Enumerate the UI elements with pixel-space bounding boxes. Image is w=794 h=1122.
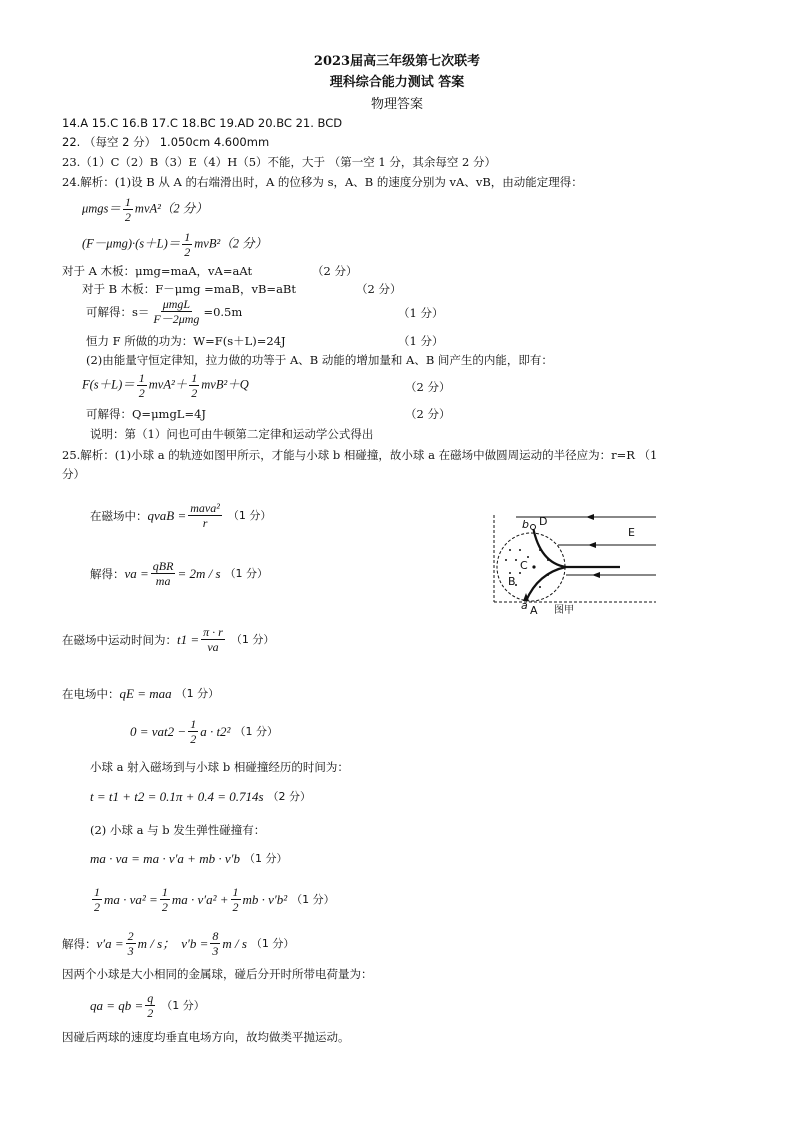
q24-work: 恒力 F 所做的功为：W=F(s＋L)=24J [86, 334, 286, 348]
half-fraction: $\frac{1}{2}$ [232, 885, 239, 914]
q25-velocity-fraction: $\frac{\text{qBR}}{ma}$ [152, 559, 174, 588]
q25-result-eq: 解得： v′a = $\frac{2}{3}$ m / s； v′b = $\frac{8}{3}$ m / s （1 分） [62, 929, 295, 958]
q24-q-solve: 可解得：Q=μmgL=4J [86, 407, 207, 421]
label-B: B [508, 575, 516, 588]
q25-intro: 25.解析：(1)小球 a 的轨迹如图甲所示，才能与小球 b 相碰撞，故小球 a 在磁场中做圆周运动的半径应为：r=R （1 [62, 448, 658, 462]
q25-total-label: 小球 a 射入磁场到与小球 b 相碰撞经历的时间为： [90, 760, 349, 774]
q25-kinematic-eq: 0 = vat2 − $\frac{1}{2}$ a · t2² （1 分） [130, 717, 278, 746]
q25-time-fraction: $\frac{\pi \cdot r}{va}$ [203, 625, 223, 654]
q24-plank-b-mark: （2 分） [356, 282, 402, 296]
half-fraction: $\frac{1}{2}$ [161, 885, 168, 914]
q24-eq1-left: μmgs＝ [82, 201, 121, 216]
exam-title: 2023届高三年级第七次联考 [313, 54, 481, 69]
q25-magnetic-eq: 在磁场中： qvaB = $\frac{\text{mava²}}{r}$ （1 分） [90, 501, 272, 530]
q25-va-fraction: $\frac{2}{3}$ [127, 929, 134, 958]
q25-charge-eq: qa = qb = $\frac{q}{2}$ （1 分） [90, 991, 205, 1020]
q24-eq2 [82, 231, 267, 258]
q24-eq1-right: mvA²（2 分） [134, 201, 208, 216]
q24-work-mark: （1 分） [398, 334, 444, 348]
label-a: a [521, 599, 528, 612]
label-A: A [530, 604, 538, 617]
q24-solve-mark: （1 分） [398, 306, 444, 320]
label-E: E [628, 526, 635, 539]
half-fraction: $\frac{1}{2}$ [191, 371, 198, 400]
half-fraction: $\frac{1}{2}$ [94, 885, 100, 914]
q25-magnetic-fraction: $\frac{\text{mava²}}{r}$ [190, 501, 220, 530]
q24-note: 说明：第（1）问也可由牛顿第二定律和运动学公式得出 [90, 427, 374, 441]
q25-conclusion: 因碰后两球的速度均垂直电场方向，故均做类平抛运动。 [62, 1030, 350, 1044]
half-fraction: $\frac{1}{2}$ [138, 371, 145, 400]
ball-b-marker [531, 525, 536, 530]
q24-energy: F(s＋L)＝ $\frac{1}{2}$ mvA²＋ $\frac{1}{2}$ mvB²＋Q [82, 371, 249, 400]
q24-eq2-right: mvB²（2 分） [194, 236, 268, 251]
q25-vb-fraction: $\frac{8}{3}$ [212, 929, 219, 958]
q24-plank-b: 对于 B 木板：F－μmg =maB，vB=aBt [82, 282, 296, 296]
q25-intro-cont: 分） [62, 467, 85, 481]
q24-plank-a-mark: （2 分） [312, 264, 358, 278]
arrow-left-icon [586, 514, 594, 520]
q23-answer: 23.（1）C（2）B（3）E（4）H（5）不能，大于 （第一空 1 分，其余每空 2 分） [62, 155, 496, 169]
label-b: b [522, 518, 529, 531]
q25-momentum-eq: ma · va = ma · v′a + mb · v′b （1 分） [90, 851, 288, 866]
arrow-left-icon [588, 542, 596, 548]
q25-charge-label: 因两个小球是大小相同的金属球，碰后分开时所带电荷量为： [62, 967, 373, 981]
q25-velocity-eq: 解得： va = $\frac{\text{qBR}}{ma}$ = 2m / s （1 分） [90, 559, 269, 588]
half-fraction: $\frac{1}{2}$ [184, 230, 191, 259]
trajectory-upper [533, 527, 566, 567]
q24-eq1 [82, 196, 208, 223]
q25-electric-eq: 在电场中： qE = maa （1 分） [62, 686, 220, 701]
q22-answer: 22. （每空 2 分） 1.050cm 4.600mm [62, 135, 270, 149]
figure-caption: 图甲 [554, 605, 574, 616]
q24-solve-fraction: $\frac{\text{μmgL}}{\text{F－2μmg}}$ [153, 297, 200, 326]
half-fraction: $\frac{1}{2}$ [124, 195, 131, 224]
exam-subtitle: 理科综合能力测试 答案 [329, 75, 465, 90]
q24-part2: (2)由能量守恒定律知，拉力做的功等于 A、B 动能的增加量和 A、B 间产生的内能，即有： [86, 353, 553, 367]
trajectory-diagram [488, 505, 668, 621]
q24-energy-mark: （2 分） [405, 380, 451, 394]
q24-eq2-left: (F－μmg)·(s＋L)＝ [82, 236, 181, 251]
label-D: D [539, 515, 548, 528]
choice-answers: 14.A 15.C 16.B 17.C 18.BC 19.AD 20.BC 21. BCD [62, 116, 343, 130]
q25-charge-fraction: $\frac{q}{2}$ [147, 991, 154, 1020]
q25-total-eq: t = t1 + t2 = 0.1π + 0.4 = 0.714s （2 分） [90, 789, 312, 804]
label-C: C [520, 559, 528, 572]
q24-plank-a: 对于 A 木板：μmg=maA，vA=aAt [62, 264, 253, 278]
q25-part2: (2) 小球 a 与 b 发生弹性碰撞有： [90, 823, 266, 837]
trajectory-lower [526, 567, 566, 601]
section-heading: 物理答案 [370, 97, 423, 112]
arrow-left-icon [592, 572, 600, 578]
q24-q-mark: （2 分） [405, 407, 451, 421]
q25-time-eq: 在磁场中运动时间为： t1 = $\frac{\pi \cdot r}{va}$ （1 分） [62, 625, 275, 654]
q25-energy-eq: $\frac{1}{2}$ ma · va² = $\frac{1}{2}$ ma · v′a² + $\frac{1}{2}$ mb · v′b² （1 分） [94, 885, 335, 914]
q24-intro: 24.解析：(1)设 B 从 A 的右端滑出时，A 的位移为 s，A、B 的速度分别为 vA、vB，由动能定理得： [62, 175, 583, 189]
q24-solve-s: 可解得：s＝ $\frac{\text{μmgL}}{\text{F－2μmg}}$ =0.5m [86, 297, 243, 326]
half-fraction: $\frac{1}{2}$ [190, 717, 197, 746]
